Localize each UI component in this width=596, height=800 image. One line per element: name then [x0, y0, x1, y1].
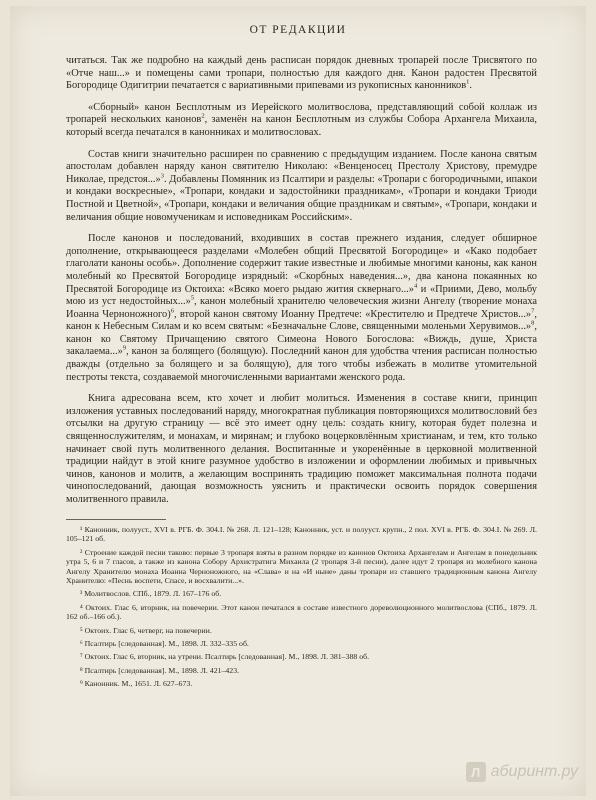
watermark-badge: Л: [466, 762, 486, 782]
paragraph: читаться. Так же подробно на каждый день расписан порядок дневных тропарей после Трисвятого по «Отче наш...» и помещены сами тропари, полностью для каждого дня. Канон радостен Пресвятой Богородице Одигитрии печатается с вариативными припевами из рукописных канонников$^1$.: [66, 55, 537, 92]
footnote-ref: 8: [531, 319, 535, 327]
footnote: ¹ Канонник, полууст., XVI в. РГБ. Ф. 304.I. № 268. Л. 121–128; Канонник, уст. и полууст. крупн., 2 пол. XVI в. РГБ. Ф. 304.I. № 269. Л. 105–121 об.: [66, 525, 537, 544]
footnote: ³ Молитвослов. СПб., 1879. Л. 167–176 об.: [80, 589, 222, 599]
paragraph: «Сборный» канон Бесплотным из Иерейского молитвослова, представляющий собой коллаж из тропарей нескольких канонов$^2$, заменён на канон Бесплотным из службы Собора Архангела Михаила, который всегда печатался в канонниках и молитвословах.: [66, 101, 537, 138]
paragraph: Состав книги значительно расширен по сравнению с предыдущим изданием. После канона святым апостолам добавлен наряду канон святителю Николаю: «Венценосец Престолу Христову, премудре Николае, предстоя...»$^3$. Добавлены Помянник из Псалтири и разделы: «Тропари с богородичными, ипакои и кондаки воскресные», «Тропари, кондаки и задостойники праздникам», «Тропари и кондаки Триоди Постной и Цветной», «Тропари, кондаки и величания общие праздникам и святым», «Тропари, кондаки и величания общие новомученикам и исповедникам Российским».: [66, 148, 538, 223]
footnote-ref: 9: [122, 345, 127, 352]
footnote-ref: 2: [201, 112, 205, 120]
footnote: ² Строение каждой песни таково: первые 3 тропаря взяты в разном порядке из канонов Октоиха Архангелам и Ангелам в понедельник утра 5, 6 и 7 гласов, а также из канона Собору Архистратига Михаила (2 тропаря 3-й песни), далее идут 2 тропаря из молебного канона Ангелу Хранителю монаха Иоанна Черноножного, на «Слава» и на «И ныне» даны тропари из ставшего традиционным канона Ангелу Хранителю: «Песнь воспети, Спасе, и восхвалити...».: [66, 547, 537, 586]
page-header: ОТ РЕДАКЦИИ: [249, 24, 347, 36]
footnote: ⁸ Псалтирь [следованная]. М., 1898. Л. 421–423.: [80, 665, 240, 675]
footnote-divider: [66, 519, 166, 520]
site-watermark: [466, 762, 578, 782]
footnote-ref: 6: [170, 307, 174, 315]
footnote: ⁶ Псалтирь [следованная]. М., 1898. Л. 332–335 об.: [80, 639, 249, 649]
paragraph: Книга адресована всем, кто хочет и любит молиться. Изменения в составе книги, принцип изложения уставных последований наряду, многократная публикация повторяющихся молитвословий без отсылки на другую страницу — всё это имеет одну цель: создать книгу, которая будет полезна и священнослужителям, и монахам, и мирянам; и глубоко воцерковлённым христианам, и тем, кто только начинает свой путь молитвенного делания. Воспитанные и укоренённые в церковной молитвенной традиции найдут в этой книге разумное удобство в изложении и оформлении любимых и привычных чинов, канонов и молитв, а желающим воспринять традицию поможет максимальная полнота подачи чинопоследований, дающая возможность уяснить и практически освоить порядок совершения молитвенного правила.: [66, 393, 537, 505]
footnote-ref: 3: [160, 172, 164, 180]
footnote: ⁵ Октоих. Глас 6, четверг, на повечерии.: [80, 625, 212, 635]
footnote-ref: 7: [531, 307, 535, 315]
footnote-ref: 5: [190, 294, 195, 302]
footnote-ref: 4: [413, 282, 418, 290]
main-text: [66, 55, 537, 516]
footnote: ⁹ Канонник. М., 1651. Л. 627–673.: [80, 679, 193, 689]
footnote: ⁷ Октоих. Глас 6, вторник, на утрени. Псалтирь [следованная]. М., 1898. Л. 381–388 об.: [80, 652, 370, 662]
watermark-text: абиринт.ру: [490, 763, 578, 780]
footnote: ⁴ Октоих. Глас 6, вторник, на повечерии. Этот канон печатался в составе известного дореволюционного молитвослова (СПб., 1879. Л. 162 об.–166 об.).: [66, 602, 537, 622]
footnotes: [66, 525, 537, 693]
paragraph: После канонов и последований, входивших в состав прежнего издания, следует обширное дополнение, открывающееся разделами «Молебен общий Пресвятой Богородице» и «Како подобает глаголати каноны особь». Дополнение содержит такие известные и любимые многими каноны, как канон молебный ко Пресвятой Богородице изрядный: «Скорбных наведения...», два канона покаянных ко Пресвятой Богородице из Октоиха: «Всяко моего рыдаю жития сквернаго...»$^4$ и «Приими, Дево, мольбу мою из уст недостойных...»$^5$, канон молебный хранителю человеческия жизни Ангелу (творение монаха Иоанна Черноножного)$^6$, второй канон святому Иоанну Предтече: «Крестителю и Предтече Христов...»$^7$, канон к Небесным Силам и ко всем святым: «Безначальне Слове, священными моленьми Херувимов...»$^8$, канон ко Святому Причащению святого Симеона Нового Богослова: «Виждь, душе, Христа закалаема...»$^9$, канон за болящего (болящую). Последний канон для удобства чтения расписан полностью дважды (отдельно за болящего и за болящую), для того чтобы избежать в молитве утомительной пестроты текста, создаваемой многочисленными вариантами женского рода.: [66, 233, 537, 383]
footnote-ref: 1: [466, 78, 470, 86]
